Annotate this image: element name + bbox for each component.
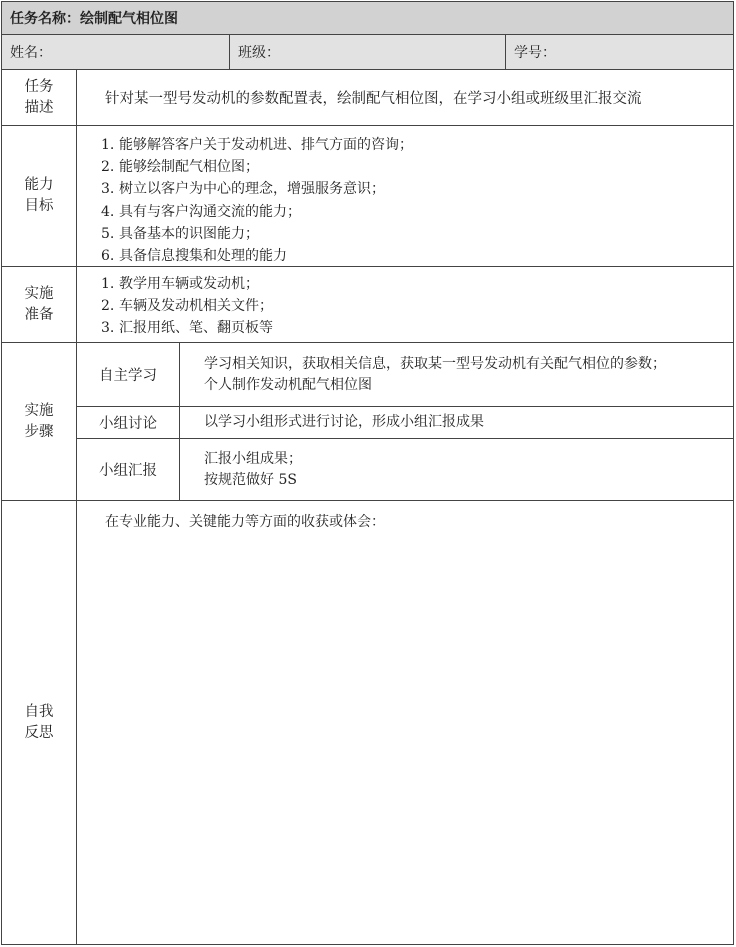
- step-description: [180, 439, 733, 500]
- ability-goals-body: [77, 126, 733, 266]
- step-name: 自主学习: [77, 343, 180, 406]
- step-name: 小组讨论: [77, 407, 180, 438]
- class-label: 班级: [238, 45, 266, 61]
- list-item: [101, 245, 733, 267]
- task-description-label: [2, 70, 77, 125]
- label-line: 实施: [24, 285, 54, 302]
- name-field[interactable]: [2, 35, 229, 69]
- list-item: [101, 201, 733, 223]
- item-number: 4.: [101, 203, 115, 220]
- task-name-colon: ：: [66, 11, 80, 27]
- label-line: 能力: [24, 177, 54, 193]
- list-item: [101, 223, 733, 245]
- item-text: 具备基本的识图能力；: [119, 225, 259, 242]
- step-name: 小组汇报: [77, 439, 180, 500]
- list-item: [101, 273, 733, 295]
- self-reflection-label: [2, 501, 77, 944]
- item-number: 1.: [101, 137, 115, 153]
- implementation-steps-section: [2, 343, 733, 501]
- item-number: 3.: [101, 181, 115, 198]
- step-description: [180, 407, 733, 438]
- step-text-line: 学习相关知识，获取相关信息，获取某一型号发动机有关配气相位的参数；: [204, 355, 666, 372]
- self-reflection-body[interactable]: [77, 501, 733, 944]
- item-text: 汇报用纸、笔、翻页板等: [119, 320, 273, 337]
- step-text-line: 个人制作发动机配气相位图: [204, 376, 372, 393]
- list-item: [101, 156, 733, 178]
- item-number: 2.: [101, 298, 115, 315]
- ability-goals-label: [2, 126, 77, 266]
- label-line: 自我: [24, 703, 54, 720]
- list-item: [101, 317, 733, 339]
- step-row-group-discussion: [77, 407, 733, 439]
- preparation-body: [77, 267, 733, 342]
- task-name-value: 绘制配气相位图: [80, 11, 178, 27]
- ability-goals-list: [77, 126, 733, 267]
- student-info-row: [2, 35, 733, 70]
- step-row-group-report: [77, 439, 733, 500]
- self-reflection-prompt: 在专业能力、关键能力等方面的收获或体会：: [105, 514, 385, 530]
- label-line: 准备: [24, 306, 54, 323]
- label-line: 反思: [24, 724, 54, 741]
- item-number: 3.: [101, 320, 115, 337]
- task-sheet: [1, 1, 734, 945]
- item-text: 具备信息搜集和处理的能力: [119, 248, 287, 265]
- label-line: 任务: [24, 78, 54, 95]
- item-text: 能够绘制配气相位图；: [119, 159, 259, 176]
- label-line: 步骤: [24, 423, 54, 440]
- implementation-steps-body: [77, 343, 733, 500]
- step-text-line: 汇报小组成果；: [204, 450, 302, 467]
- student-id-label: 学号: [514, 45, 542, 61]
- item-number: 6.: [101, 248, 115, 265]
- ability-goals-section: [2, 126, 733, 267]
- label-line: 描述: [24, 99, 54, 116]
- self-reflection-section: [2, 501, 733, 944]
- task-description-text: 针对某一型号发动机的参数配置表，绘制配气相位图，在学习小组或班级里汇报交流: [105, 91, 642, 107]
- step-text-line: 以学习小组形式进行讨论，形成小组汇报成果: [204, 414, 484, 430]
- item-text: 具有与客户沟通交流的能力；: [119, 203, 301, 220]
- item-number: 1.: [101, 276, 115, 292]
- list-item: [101, 178, 733, 200]
- preparation-list: [77, 267, 733, 340]
- step-description: [180, 343, 733, 406]
- name-colon: ：: [38, 45, 52, 61]
- item-text: 树立以客户为中心的理念，增强服务意识；: [119, 181, 385, 198]
- task-name-cell: [2, 2, 178, 34]
- label-line: 实施: [24, 402, 54, 419]
- list-item: [101, 134, 733, 156]
- task-name-row: [2, 2, 733, 35]
- class-colon: ：: [266, 45, 280, 61]
- class-field[interactable]: [230, 35, 505, 69]
- item-text: 车辆及发动机相关文件；: [119, 298, 273, 315]
- label-line: 目标: [24, 198, 54, 214]
- item-number: 2.: [101, 159, 115, 176]
- step-row-self-study: [77, 343, 733, 407]
- student-id-colon: ：: [542, 45, 556, 61]
- item-text: 能够解答客户关于发动机进、排气方面的咨询；: [119, 137, 413, 153]
- step-text-line: 按规范做好 5S: [204, 471, 297, 488]
- item-number: 5.: [101, 225, 115, 242]
- preparation-section: [2, 267, 733, 343]
- implementation-steps-label: [2, 343, 77, 500]
- task-description-body: [77, 70, 733, 125]
- student-id-field[interactable]: [506, 35, 735, 69]
- list-item: [101, 295, 733, 317]
- preparation-label: [2, 267, 77, 342]
- task-description-section: [2, 70, 733, 126]
- item-text: 教学用车辆或发动机；: [119, 276, 259, 292]
- task-name-label: 任务名称: [10, 11, 66, 27]
- name-label: 姓名: [10, 45, 38, 61]
